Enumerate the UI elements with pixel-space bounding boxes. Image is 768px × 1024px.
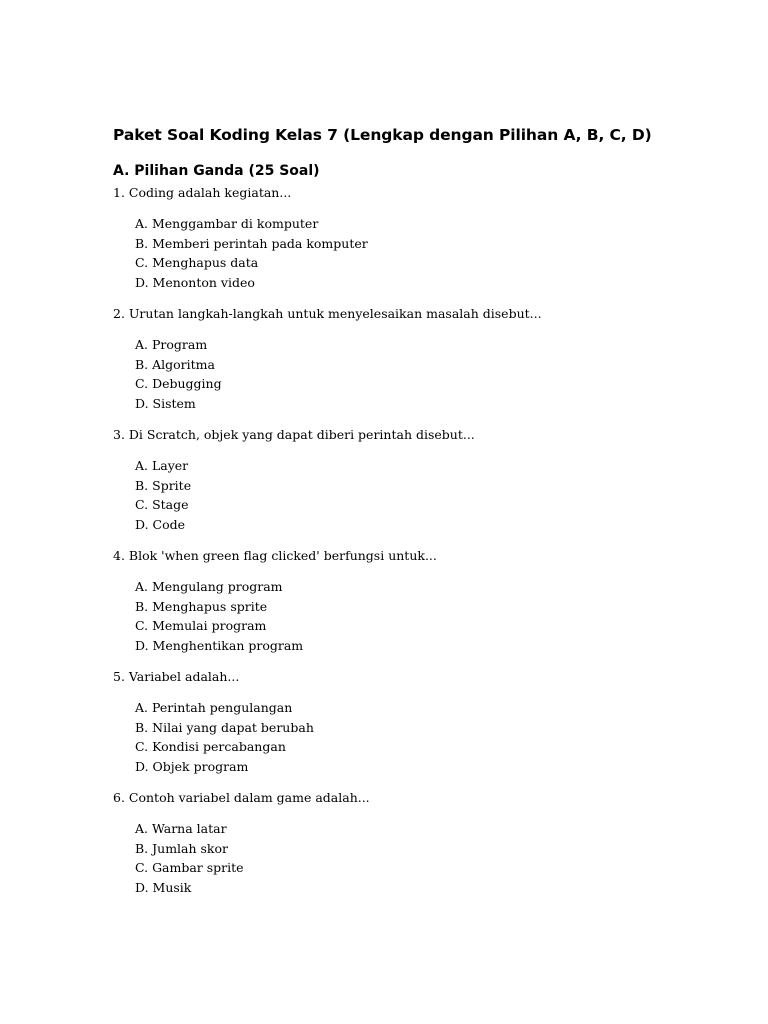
answer-options [113, 698, 713, 776]
question-text: 5. Variabel adalah... [113, 669, 240, 684]
answer-options [113, 335, 713, 413]
question-6 [113, 788, 713, 897]
option-a: A. Perintah pengulangan [135, 700, 293, 715]
question-2 [113, 304, 713, 413]
option-c: C. Menghapus data [135, 255, 259, 270]
option-d: D. Menghentikan program [135, 637, 304, 653]
question-4 [113, 546, 713, 655]
answer-options [113, 819, 713, 897]
option-a: A. Layer [135, 458, 189, 473]
option-a: A. Warna latar [135, 821, 227, 836]
section-heading: A. Pilihan Ganda (25 Soal) [113, 163, 320, 179]
option-b: B. Memberi perintah pada komputer [135, 235, 368, 251]
option-d: D. Objek program [135, 758, 249, 774]
question-text: 3. Di Scratch, objek yang dapat diberi perintah disebut... [113, 427, 475, 442]
option-b: B. Algoritma [135, 356, 215, 372]
question-text: 4. Blok 'when green flag clicked' berfungsi untuk... [113, 548, 437, 563]
answer-options [113, 456, 713, 534]
option-d: D. Menonton video [135, 274, 255, 290]
answer-options [113, 577, 713, 655]
option-b: B. Nilai yang dapat berubah [135, 719, 314, 735]
option-b: B. Jumlah skor [135, 840, 229, 856]
option-d: D. Code [135, 516, 186, 532]
option-a: A. Program [135, 337, 208, 352]
option-b: B. Sprite [135, 477, 192, 493]
option-c: C. Memulai program [135, 618, 267, 633]
question-5 [113, 667, 713, 776]
document-title: Paket Soal Koding Kelas 7 (Lengkap dengan Pilihan A, B, C, D) [113, 126, 652, 144]
question-1 [113, 183, 713, 292]
answer-options [113, 214, 713, 292]
document-page [113, 124, 713, 909]
option-d: D. Musik [135, 879, 192, 895]
option-c: C. Stage [135, 497, 189, 512]
option-c: C. Gambar sprite [135, 860, 244, 875]
option-d: D. Sistem [135, 395, 196, 411]
question-text: 2. Urutan langkah-langkah untuk menyelesaikan masalah disebut... [113, 306, 542, 321]
option-a: A. Mengulang program [135, 579, 283, 594]
option-c: C. Kondisi percabangan [135, 739, 286, 754]
question-text: 1. Coding adalah kegiatan... [113, 185, 292, 200]
option-a: A. Menggambar di komputer [135, 216, 319, 231]
question-text: 6. Contoh variabel dalam game adalah... [113, 790, 370, 805]
question-3 [113, 425, 713, 534]
option-b: B. Menghapus sprite [135, 598, 268, 614]
option-c: C. Debugging [135, 376, 222, 391]
